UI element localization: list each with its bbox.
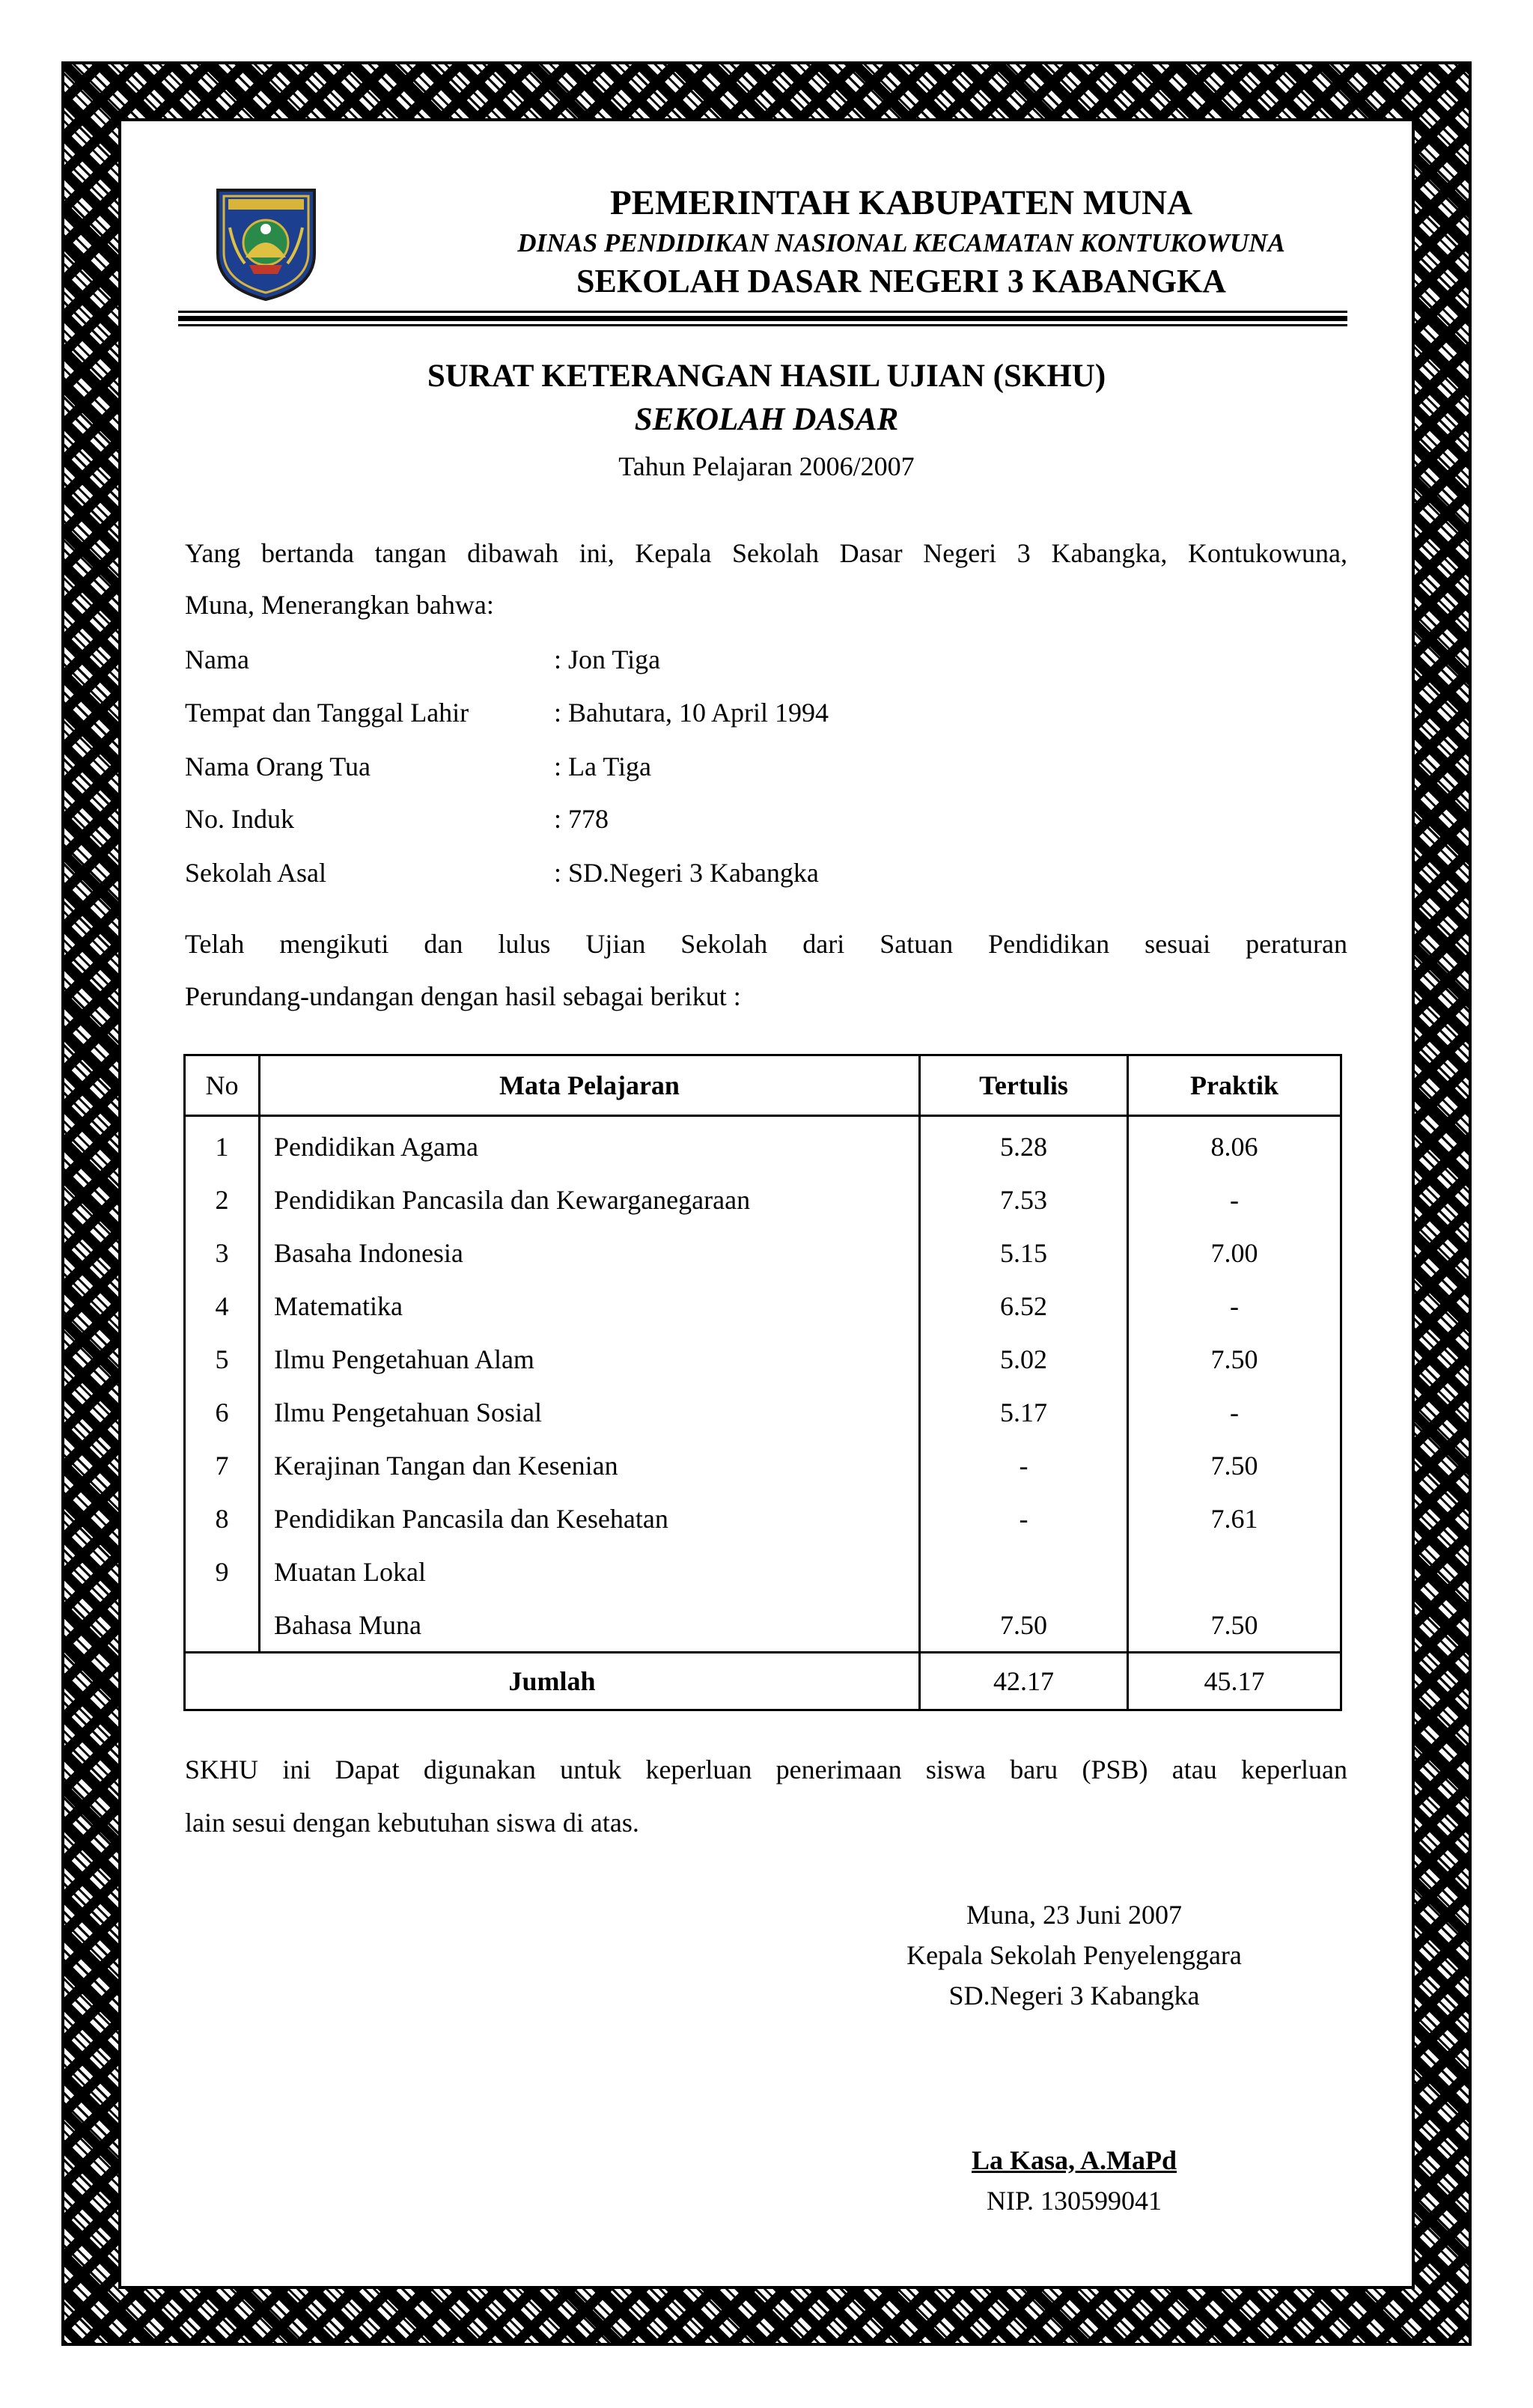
signatory-name: La Kasa, A.MaPd [971, 2145, 1177, 2175]
row-subject: Basaha Indonesia [260, 1226, 920, 1279]
student-label-id: No. Induk [185, 804, 294, 834]
department-name: DINAS PENDIDIKAN NASIONAL KECAMATAN KONTUKOWUNA [517, 228, 1285, 257]
header-written: Tertulis [920, 1055, 1128, 1116]
header-rule-thin [178, 311, 1347, 313]
row-no [185, 1598, 260, 1653]
total-row [185, 1653, 1341, 1710]
header-subject: Mata Pelajaran [260, 1055, 920, 1116]
row-written: 6.52 [920, 1279, 1128, 1332]
table-row [185, 1173, 1341, 1226]
school-name: SEKOLAH DASAR NEGERI 3 KABANGKA [576, 263, 1226, 299]
table-row [185, 1439, 1341, 1492]
statement-line-1: Telah mengikuti dan lulus Ujian Sekolah dari Satuan Pendidikan sesuai peraturan [185, 929, 1347, 959]
row-no: 2 [185, 1173, 260, 1226]
row-written: 7.50 [920, 1598, 1128, 1653]
row-practice [1128, 1545, 1341, 1598]
row-written: 7.53 [920, 1173, 1128, 1226]
student-label-birth: Tempat dan Tanggal Lahir [185, 698, 469, 728]
table-row [185, 1226, 1341, 1279]
student-value-parent: : La Tiga [554, 752, 652, 781]
document-title: SURAT KETERANGAN HASIL UJIAN (SKHU) [427, 359, 1106, 394]
academic-year: Tahun Pelajaran 2006/2007 [618, 451, 915, 481]
row-written: 5.02 [920, 1332, 1128, 1386]
table-header-row [185, 1055, 1341, 1116]
signature-nip: NIP. 130599041 [986, 2186, 1162, 2216]
table-row [185, 1492, 1341, 1545]
row-practice: 7.50 [1128, 1598, 1341, 1653]
row-written [920, 1545, 1128, 1598]
header-no: No [185, 1055, 260, 1116]
row-subject: Pendidikan Pancasila dan Kesehatan [260, 1492, 920, 1545]
table-row [185, 1116, 1341, 1174]
row-subject: Bahasa Muna [260, 1598, 920, 1653]
table-row [185, 1332, 1341, 1386]
row-subject: Pendidikan Agama [260, 1116, 920, 1174]
signature-school: SD.Negeri 3 Kabangka [948, 1981, 1200, 2011]
signature-name [812, 2145, 1336, 2176]
row-practice: 7.61 [1128, 1492, 1341, 1545]
row-no: 7 [185, 1439, 260, 1492]
row-no: 1 [185, 1116, 260, 1174]
header-rule-thin-2 [178, 324, 1347, 326]
intro-line-1: Yang bertanda tangan dibawah ini, Kepala Sekolah Dasar Negeri 3 Kabangka, Kontukowuna, [185, 538, 1347, 568]
row-no: 4 [185, 1279, 260, 1332]
government-name: PEMERINTAH KABUPATEN MUNA [609, 183, 1193, 222]
header-practice: Praktik [1128, 1055, 1341, 1116]
table-row [185, 1545, 1341, 1598]
grades-table [183, 1054, 1342, 1711]
row-subject: Matematika [260, 1279, 920, 1332]
total-written: 42.17 [920, 1653, 1128, 1710]
student-label-school: Sekolah Asal [185, 858, 326, 888]
row-no: 9 [185, 1545, 260, 1598]
row-no: 3 [185, 1226, 260, 1279]
student-value-birth: : Bahutara, 10 April 1994 [554, 698, 829, 728]
row-practice: 8.06 [1128, 1116, 1341, 1174]
row-written: 5.28 [920, 1116, 1128, 1174]
row-practice: 7.00 [1128, 1226, 1341, 1279]
row-written: - [920, 1492, 1128, 1545]
row-subject: Kerajinan Tangan dan Kesenian [260, 1439, 920, 1492]
student-value-school: : SD.Negeri 3 Kabangka [554, 858, 819, 888]
intro-line-2: Muna, Menerangkan bahwa: [185, 590, 494, 620]
document-subtitle: SEKOLAH DASAR [634, 402, 899, 437]
student-value-id: : 778 [554, 804, 609, 834]
row-subject: Ilmu Pengetahuan Sosial [260, 1386, 920, 1439]
row-written: 5.17 [920, 1386, 1128, 1439]
student-value-name: : Jon Tiga [554, 644, 661, 674]
closing-line-1: SKHU ini Dapat digunakan untuk keperluan penerimaan siswa baru (PSB) atau keperluan [185, 1755, 1347, 1784]
row-subject: Muatan Lokal [260, 1545, 920, 1598]
table-row [185, 1386, 1341, 1439]
table-row [185, 1598, 1341, 1653]
row-no: 6 [185, 1386, 260, 1439]
student-label-parent: Nama Orang Tua [185, 752, 371, 781]
row-no: 8 [185, 1492, 260, 1545]
row-practice: 7.50 [1128, 1439, 1341, 1492]
statement-line-2: Perundang-undangan dengan hasil sebagai berikut : [185, 981, 741, 1011]
row-practice: - [1128, 1386, 1341, 1439]
header-rule-thick [178, 316, 1347, 321]
signature-place-date: Muna, 23 Juni 2007 [966, 1900, 1182, 1930]
total-label: Jumlah [185, 1653, 920, 1710]
student-label-name: Nama [185, 644, 249, 674]
row-written: - [920, 1439, 1128, 1492]
row-subject: Pendidikan Pancasila dan Kewarganegaraan [260, 1173, 920, 1226]
row-practice: - [1128, 1173, 1341, 1226]
row-practice: - [1128, 1279, 1341, 1332]
total-practice: 45.17 [1128, 1653, 1341, 1710]
row-subject: Ilmu Pengetahuan Alam [260, 1332, 920, 1386]
closing-line-2: lain sesui dengan kebutuhan siswa di atas. [185, 1808, 639, 1838]
row-practice: 7.50 [1128, 1332, 1341, 1386]
row-written: 5.15 [920, 1226, 1128, 1279]
table-row [185, 1279, 1341, 1332]
row-no: 5 [185, 1332, 260, 1386]
signature-role: Kepala Sekolah Penyelenggara [906, 1940, 1242, 1970]
